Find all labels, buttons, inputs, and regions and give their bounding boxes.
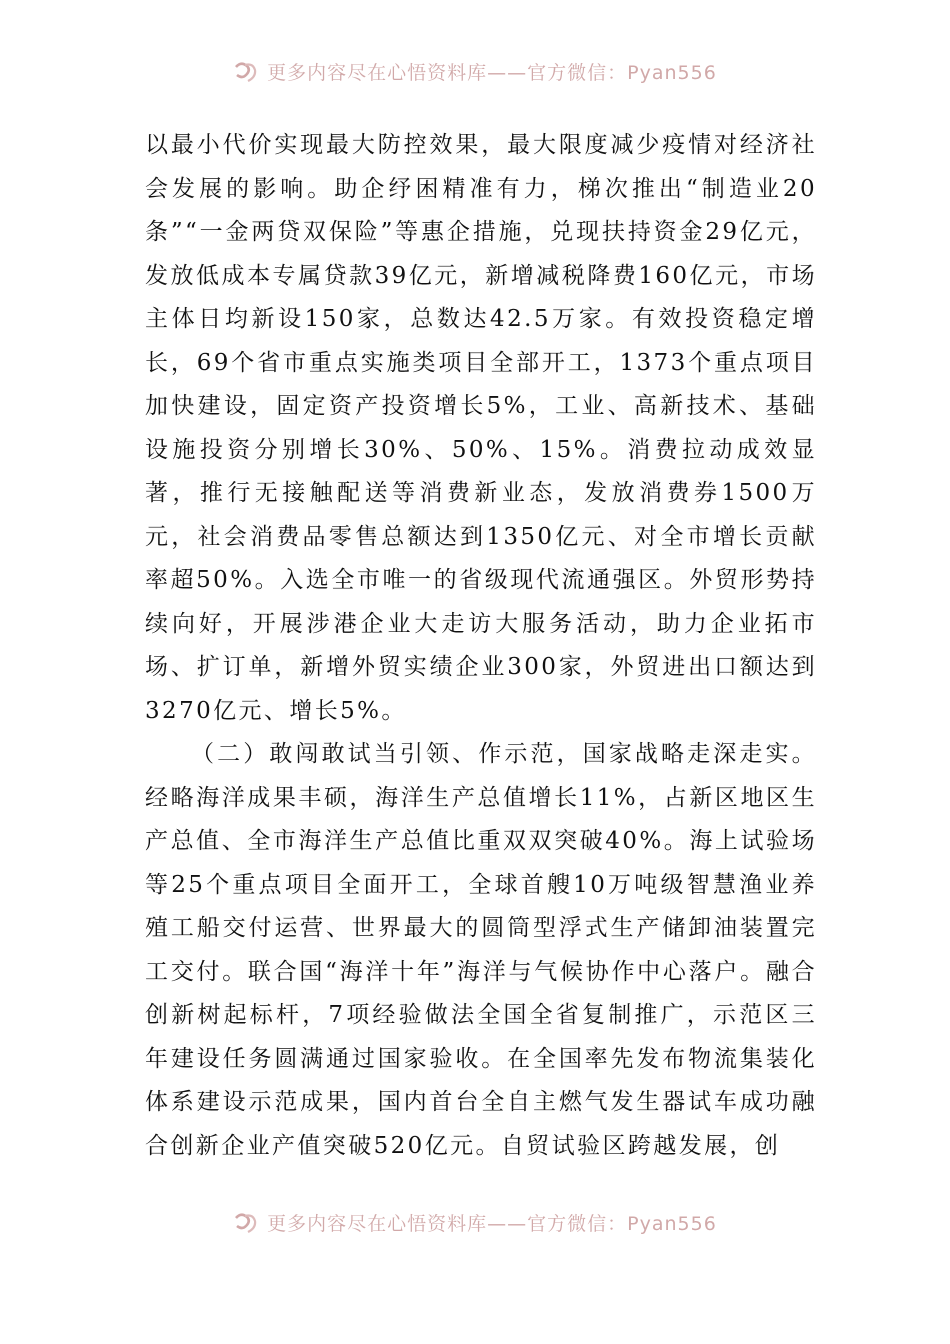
watermark-header [0, 58, 950, 85]
watermark-text: 更多内容尽在心悟资料库——官方微信：Pyan556 [267, 1213, 717, 1235]
watermark-footer [0, 1209, 950, 1236]
watermark-logo-icon [233, 61, 259, 83]
paragraph-section-two: （二）敢闯敢试当引领、作示范，国家战略走深走实。经略海洋成果丰硕，海洋生产总值增长11%，占新区地区生产总值、全市海洋生产总值比重双双突破40%。海上试验场等25个重点项目全面开工，全球首艘10万吨级智慧渔业养殖工船交付运营、世界最大的圆筒型浮式生产储卸油装置完工交付。联合国“海洋十年”海洋与气候协作中心落户。融合创新树起标杆，7项经验做法全国全省复制推广，示范区三年建设任务圆满通过国家验收。在全国率先发布物流集装化体系建设示范成果，国内首台全自主燃气发生器试车成功融合创新企业产值突破520亿元。自贸试验区跨越发展，创 [145, 741, 817, 1159]
paragraph-continuation: 以最小代价实现最大防控效果，最大限度减少疫情对经济社会发展的影响。助企纾困精准有力，梯次推出“制造业20条”“一金两贷双保险”等惠企措施，兑现扶持资金29亿元，发放低成本专属贷款39亿元，新增减税降费160亿元，市场主体日均新设150家，总数达42.5万家。有效投资稳定增长，69个省市重点实施类项目全部开工，1373个重点项目加快建设，固定资产投资增长5%，工业、高新技术、基础设施投资分别增长30%、50%、15%。消费拉动成效显著，推行无接触配送等消费新业态，发放消费券1500万元，社会消费品零售总额达到1350亿元、对全市增长贡献率超50%。入选全市唯一的省级现代流通强区。外贸形势持续向好，开展涉港企业大走访大服务活动，助力企业拓市场、扩订单，新增外贸实绩企业300家，外贸进出口额达到3270亿元、增长5%。 [145, 132, 817, 724]
watermark-text: 更多内容尽在心悟资料库——官方微信：Pyan556 [267, 62, 717, 84]
watermark-logo-icon [233, 1212, 259, 1234]
document-body [145, 124, 817, 1168]
